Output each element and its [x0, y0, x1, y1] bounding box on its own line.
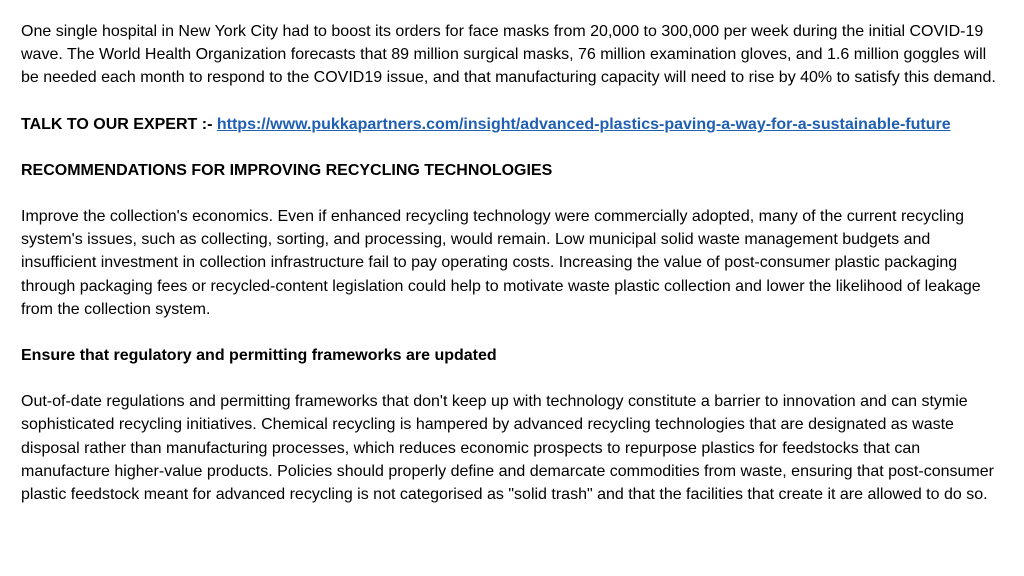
- regulatory-heading: Ensure that regulatory and permitting frameworks are updated: [21, 347, 497, 365]
- spacer: [21, 182, 1006, 205]
- intro-paragraph: One single hospital in New York City had to boost its orders for face masks from 20,000 to 300,000 per week during the initial COVID-19 wave. The World Health Organization forecasts that 89 million surgical masks, 76 million examination gloves, and 1.6 million goggles will be needed each month to respond to the COVID19 issue, and that manufacturing capacity will need to rise by 40% to satisfy this demand.: [21, 23, 996, 87]
- spacer: [21, 136, 1006, 159]
- spacer: [21, 367, 1006, 390]
- spacer: [21, 321, 1006, 344]
- spacer: [21, 90, 1006, 113]
- expert-link[interactable]: https://www.pukkapartners.com/insight/advanced-plastics-paving-a-way-for-a-sustainable-future: [216, 115, 951, 133]
- expert-label: TALK TO OUR EXPERT :-: [21, 115, 217, 133]
- regulatory-paragraph: Out-of-date regulations and permitting frameworks that don't keep up with technology constitute a barrier to innovation and can stymie sophisticated recycling initiatives. Chemical recycling is hampered by advanced recycling technologies that are designated as waste disposal rather than manufacturing processes, which reduces economic prospects to repurpose plastics for feedstocks that can manufacture higher-value products. Policies should properly define and demarcate commodities from waste, ensuring that post-consumer plastic feedstock meant for advanced recycling is not categorised as "solid trash" and that the facilities that create it are allowed to do so.: [21, 393, 994, 504]
- recommendations-heading: RECOMMENDATIONS FOR IMPROVING RECYCLING TECHNOLOGIES: [21, 161, 553, 179]
- collection-paragraph: Improve the collection's economics. Even if enhanced recycling technology were commercially adopted, many of the current recycling system's issues, such as collecting, sorting, and processing, would remain. Low municipal solid waste management budgets and insufficient investment in collection infrastructure fail to pay operating costs. Increasing the value of post-consumer plastic packaging through packaging fees or recycled-content legislation could help to motivate waste plastic collection and lower the likelihood of leakage from the collection system.: [21, 208, 981, 318]
- expert-line: [21, 113, 1006, 136]
